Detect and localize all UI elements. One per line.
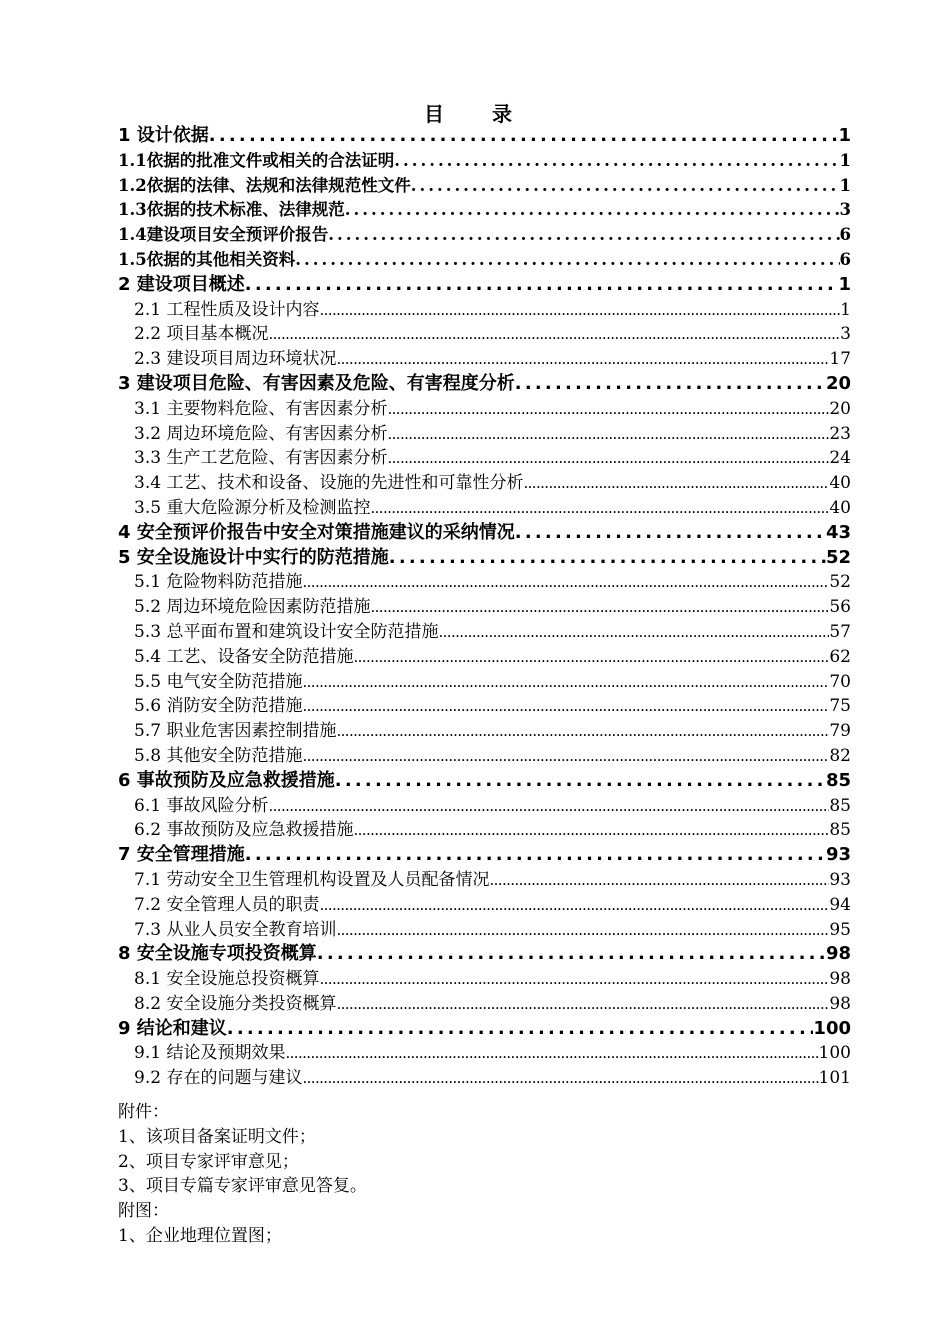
toc-entry-page-number: 3 <box>839 200 851 220</box>
toc-entry-label: 1.3依据的技术标准、法律规范 <box>118 200 345 220</box>
toc-entry-page-number: 93 <box>829 869 851 890</box>
dot-leader <box>319 893 829 918</box>
toc-entry-page-number: 79 <box>829 721 851 742</box>
toc-entry[interactable] <box>118 868 851 893</box>
toc-entry[interactable] <box>118 744 851 769</box>
toc-entry-label: 1.4建设项目安全预评价报告 <box>118 225 329 245</box>
toc-entry-label: 3.5 重大危险源分析及检测监控 <box>134 497 371 518</box>
dot-leader <box>336 992 829 1017</box>
toc-entry-label: 5.6 消防安全防范措施 <box>134 696 303 717</box>
toc-entry[interactable] <box>118 347 851 372</box>
toc-entry-page-number: 3 <box>840 324 851 345</box>
toc-entry[interactable] <box>118 918 851 943</box>
dot-leader <box>515 521 826 546</box>
dot-leader <box>209 124 839 149</box>
toc-entry-page-number: 1 <box>839 175 851 195</box>
toc-entry[interactable] <box>118 818 851 843</box>
toc-entry-label: 8 安全设施专项投资概算 <box>118 943 317 965</box>
toc-entry-label: 2.2 项目基本概况 <box>134 324 269 345</box>
toc-entry-label: 8.1 安全设施总投资概算 <box>134 969 320 990</box>
dot-leader <box>387 397 829 422</box>
dot-leader <box>387 422 829 447</box>
toc-entry[interactable] <box>118 124 851 149</box>
toc-entry-page-number: 56 <box>829 597 851 618</box>
toc-entry-page-number: 20 <box>829 398 851 419</box>
toc-entry-page-number: 82 <box>829 745 851 766</box>
toc-entry-label: 3.4 工艺、技术和设备、设施的先进性和可靠性分析 <box>134 473 524 494</box>
toc-entry-page-number: 52 <box>825 546 851 568</box>
toc-entry-page-number: 24 <box>829 448 851 469</box>
toc-entry[interactable] <box>118 149 851 174</box>
toc-entry-page-number: 85 <box>829 820 851 841</box>
toc-entry-page-number: 17 <box>829 349 851 370</box>
toc-entry[interactable] <box>118 174 851 199</box>
toc-entry-page-number: 40 <box>829 473 851 494</box>
toc-entry[interactable] <box>118 198 851 223</box>
toc-entry-label: 3.1 主要物料危险、有害因素分析 <box>134 398 388 419</box>
toc-entry-label: 9.1 结论及预期效果 <box>134 1043 286 1064</box>
toc-entry-label: 3 建设项目危险、有害因素及危险、有害程度分析 <box>118 372 515 394</box>
toc-entry[interactable] <box>118 248 851 273</box>
dot-leader <box>302 1066 818 1091</box>
dot-leader <box>489 868 829 893</box>
appendix-line: 附件： <box>118 1102 169 1122</box>
toc-entry-label: 4 安全预评价报告中安全对策措施建议的采纳情况 <box>118 521 515 543</box>
dot-leader <box>285 1041 818 1066</box>
toc-entry-label: 5.3 总平面布置和建筑设计安全防范措施 <box>134 621 439 642</box>
toc-entry-page-number: 1 <box>838 273 851 295</box>
toc-entry[interactable] <box>118 843 851 868</box>
toc-entry[interactable] <box>118 1066 851 1091</box>
dot-leader <box>268 794 829 819</box>
toc-entry[interactable] <box>118 769 851 794</box>
appendix-line: 2、项目专家评审意见； <box>118 1151 299 1172</box>
toc-entry-page-number: 85 <box>829 795 851 816</box>
toc-entry-label: 5.4 工艺、设备安全防范措施 <box>134 646 354 667</box>
toc-entry-label: 9 结论和建议 <box>118 1017 227 1039</box>
dot-leader <box>438 620 829 645</box>
toc-entry[interactable] <box>118 372 851 397</box>
toc-entry[interactable] <box>118 521 851 546</box>
toc-entry-label: 7.1 劳动安全卫生管理机构设置及人员配备情况 <box>134 869 490 890</box>
toc-entry-page-number: 98 <box>829 993 851 1014</box>
toc-entry[interactable] <box>118 422 851 447</box>
dot-leader <box>317 942 826 967</box>
dot-leader <box>302 744 829 769</box>
dot-leader <box>394 149 839 174</box>
dot-leader <box>328 223 839 248</box>
toc-entry[interactable] <box>118 645 851 670</box>
table-of-contents <box>118 124 851 1091</box>
toc-entry[interactable] <box>118 570 851 595</box>
toc-entry-label: 7 安全管理措施 <box>118 844 245 866</box>
toc-entry-page-number: 98 <box>829 969 851 990</box>
toc-entry-label: 5.7 职业危害因素控制措施 <box>134 721 337 742</box>
toc-entry[interactable] <box>118 298 851 323</box>
toc-entry-page-number: 98 <box>825 943 851 965</box>
toc-entry-label: 1.1依据的批准文件或相关的合法证明 <box>118 150 395 170</box>
appendix-line: 1、该项目备案证明文件； <box>118 1126 316 1147</box>
appendix-line: 1、企业地理位置图； <box>118 1225 282 1246</box>
dot-leader <box>302 670 829 695</box>
toc-entry-page-number: 52 <box>829 572 851 593</box>
toc-entry-page-number: 6 <box>839 225 851 245</box>
toc-entry-page-number: 95 <box>829 919 851 940</box>
dot-leader <box>227 1017 814 1042</box>
toc-entry-page-number: 43 <box>825 521 851 543</box>
toc-entry-label: 5.2 周边环境危险因素防范措施 <box>134 597 371 618</box>
dot-leader <box>319 967 829 992</box>
toc-entry[interactable] <box>118 322 851 347</box>
appendix-list <box>118 1100 367 1249</box>
dot-leader <box>523 471 829 496</box>
dot-leader <box>268 322 840 347</box>
dot-leader <box>389 546 826 571</box>
toc-entry-page-number: 94 <box>829 894 851 915</box>
dot-leader <box>335 769 826 794</box>
dot-leader <box>353 818 829 843</box>
toc-entry-label: 5.1 危险物料防范措施 <box>134 572 303 593</box>
toc-entry-label: 5.5 电气安全防范措施 <box>134 671 303 692</box>
toc-entry-label: 9.2 存在的问题与建议 <box>134 1068 303 1089</box>
dot-leader <box>336 918 829 943</box>
toc-entry-page-number: 75 <box>829 696 851 717</box>
toc-entry[interactable] <box>118 471 851 496</box>
dot-leader <box>336 719 829 744</box>
toc-entry-label: 7.3 从业人员安全教育培训 <box>134 919 337 940</box>
dot-leader <box>319 298 840 323</box>
dot-leader <box>411 174 840 199</box>
toc-entry[interactable] <box>118 670 851 695</box>
toc-entry-page-number: 101 <box>818 1068 851 1089</box>
toc-entry-page-number: 70 <box>829 671 851 692</box>
dot-leader <box>336 347 829 372</box>
toc-entry[interactable] <box>118 1041 851 1066</box>
toc-entry-label: 5.8 其他安全防范措施 <box>134 745 303 766</box>
toc-entry[interactable] <box>118 992 851 1017</box>
toc-entry-page-number: 85 <box>825 769 851 791</box>
dot-leader <box>353 645 829 670</box>
toc-entry[interactable] <box>118 694 851 719</box>
toc-entry[interactable] <box>118 595 851 620</box>
dot-leader <box>245 843 826 868</box>
toc-entry-label: 7.2 安全管理人员的职责 <box>134 894 320 915</box>
dot-leader <box>345 198 840 223</box>
dot-leader <box>370 595 829 620</box>
toc-entry-page-number: 20 <box>825 372 851 394</box>
toc-entry-page-number: 93 <box>825 844 851 866</box>
toc-entry-label: 1.5依据的其他相关资料 <box>118 249 296 269</box>
toc-entry-label: 2 建设项目概述 <box>118 273 245 295</box>
toc-entry[interactable] <box>118 942 851 967</box>
dot-leader <box>302 570 829 595</box>
dot-leader <box>515 372 826 397</box>
toc-entry[interactable] <box>118 446 851 471</box>
toc-entry-label: 2.1 工程性质及设计内容 <box>134 299 320 320</box>
dot-leader <box>370 496 829 521</box>
dot-leader <box>302 694 829 719</box>
toc-entry-page-number: 6 <box>839 249 851 269</box>
toc-entry-page-number: 1 <box>839 150 851 170</box>
toc-entry-label: 8.2 安全设施分类投资概算 <box>134 993 337 1014</box>
dot-leader <box>295 248 839 273</box>
toc-entry-label: 2.3 建设项目周边环境状况 <box>134 349 337 370</box>
toc-entry-page-number: 62 <box>829 646 851 667</box>
appendix-line: 附图： <box>118 1201 169 1222</box>
toc-entry[interactable] <box>118 719 851 744</box>
toc-entry-page-number: 100 <box>813 1017 851 1039</box>
toc-entry[interactable] <box>118 620 851 645</box>
toc-entry[interactable] <box>118 223 851 248</box>
toc-entry[interactable] <box>118 546 851 571</box>
toc-entry-page-number: 100 <box>818 1043 851 1064</box>
toc-entry-page-number: 1 <box>840 299 851 320</box>
toc-entry[interactable] <box>118 397 851 422</box>
toc-entry-label: 5 安全设施设计中实行的防范措施 <box>118 546 389 568</box>
toc-entry[interactable] <box>118 496 851 521</box>
toc-entry-page-number: 1 <box>838 125 851 146</box>
dot-leader <box>245 273 839 298</box>
toc-entry-label: 3.3 生产工艺危险、有害因素分析 <box>134 448 388 469</box>
toc-entry-label: 6.2 事故预防及应急救援措施 <box>134 820 354 841</box>
toc-entry-label: 3.2 周边环境危险、有害因素分析 <box>134 423 388 444</box>
toc-entry[interactable] <box>118 1017 851 1042</box>
toc-entry[interactable] <box>118 273 851 298</box>
toc-entry-label: 1.2依据的法律、法规和法律规范性文件 <box>118 175 411 195</box>
toc-entry-label: 6.1 事故风险分析 <box>134 795 269 816</box>
toc-entry[interactable] <box>118 893 851 918</box>
toc-entry-label: 6 事故预防及应急救援措施 <box>118 769 335 791</box>
toc-entry[interactable] <box>118 794 851 819</box>
appendix-line: 3、项目专篇专家评审意见答复。 <box>118 1176 367 1197</box>
toc-entry-label: 1 设计依据 <box>118 125 209 146</box>
toc-title: 目 录 <box>424 102 526 126</box>
toc-entry[interactable] <box>118 967 851 992</box>
toc-entry-page-number: 57 <box>829 621 851 642</box>
toc-entry-page-number: 23 <box>829 423 851 444</box>
toc-entry-page-number: 40 <box>829 497 851 518</box>
dot-leader <box>387 446 829 471</box>
